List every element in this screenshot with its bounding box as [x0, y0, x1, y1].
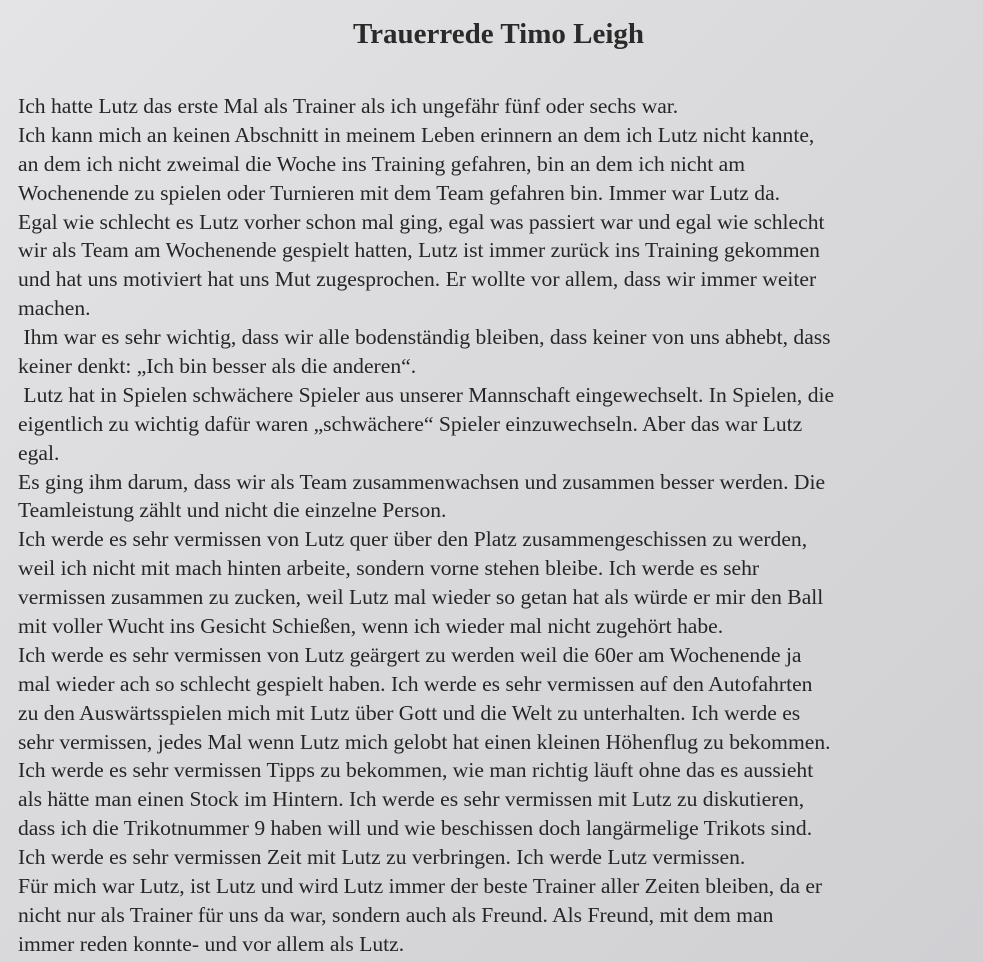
document-title: Trauerrede Timo Leigh	[352, 18, 645, 50]
document-body	[18, 92, 971, 959]
text-line: Es ging ihm darum, dass wir als Team zusammenwachsen und zusammen besser werden. Die	[18, 469, 826, 494]
text-line: machen.	[18, 296, 91, 321]
text-line: zu den Auswärtsspielen mich mit Lutz über Gott und die Welt zu unterhalten. Ich werde es	[18, 700, 801, 725]
text-line: vermissen zusammen zu zucken, weil Lutz mal wieder so getan hat als würde er mir den Ball	[18, 585, 824, 610]
text-line: Ich werde es sehr vermissen von Lutz quer über den Platz zusammengeschissen zu werden,	[18, 527, 808, 552]
text-line: egal.	[18, 440, 60, 465]
text-line: nicht nur als Trainer für uns da war, sondern auch als Freund. Als Freund, mit dem man	[18, 902, 774, 927]
text-line: Ich kann mich an keinen Abschnitt in meinem Leben erinnern an dem ich Lutz nicht kannte,	[18, 122, 815, 147]
text-line: mal wieder ach so schlecht gespielt haben. Ich werde es sehr vermissen auf den Autofahrten	[18, 671, 813, 696]
text-line: wir als Team am Wochenende gespielt hatten, Lutz ist immer zurück ins Training gekommen	[18, 238, 820, 263]
text-line: keiner denkt: „Ich bin besser als die anderen“.	[18, 354, 417, 379]
text-line: Für mich war Lutz, ist Lutz und wird Lutz immer der beste Trainer aller Zeiten bleiben, da er	[18, 874, 823, 899]
text-line: Teamleistung zählt und nicht die einzelne Person.	[18, 498, 447, 523]
text-line: an dem ich nicht zweimal die Woche ins Training gefahren, bin an dem ich nicht am	[18, 151, 746, 176]
text-line: Egal wie schlecht es Lutz vorher schon mal ging, egal was passiert war und egal wie schlecht	[18, 209, 825, 234]
text-line: und hat uns motiviert hat uns Mut zugesprochen. Er wollte vor allem, dass wir immer weiter	[18, 267, 817, 292]
text-line: Ich werde es sehr vermissen Zeit mit Lutz zu verbringen. Ich werde Lutz vermissen.	[18, 845, 746, 870]
text-line: weil ich nicht mit mach hinten arbeite, sondern vorne stehen bleibe. Ich werde es sehr	[18, 556, 760, 581]
text-line: Lutz hat in Spielen schwächere Spieler aus unserer Mannschaft eingewechselt. In Spielen, die	[18, 382, 835, 407]
text-line: Wochenende zu spielen oder Turnieren mit dem Team gefahren bin. Immer war Lutz da.	[18, 180, 781, 205]
text-line: mit voller Wucht ins Gesicht Schießen, wenn ich wieder mal nicht zugehört habe.	[18, 614, 724, 639]
text-line: eigentlich zu wichtig dafür waren „schwächere“ Spieler einzuwechseln. Aber das war Lutz	[18, 411, 803, 436]
text-line: Ich hatte Lutz das erste Mal als Trainer als ich ungefähr fünf oder sechs war.	[18, 94, 679, 118]
text-line: Ich werde es sehr vermissen Tipps zu bekommen, wie man richtig läuft ohne das es aussieht	[18, 758, 814, 783]
text-line: sehr vermissen, jedes Mal wenn Lutz mich gelobt hat einen kleinen Höhenflug zu bekommen.	[18, 729, 831, 754]
text-line: Ich werde es sehr vermissen von Lutz geärgert zu werden weil die 60er am Wochenende ja	[18, 642, 802, 667]
text-line: als hätte man einen Stock im Hintern. Ich werde es sehr vermissen mit Lutz zu diskutieren,	[18, 787, 805, 812]
text-line: Ihm war es sehr wichtig, dass wir alle bodenständig bleiben, dass keiner von uns abhebt, dass	[18, 325, 831, 350]
text-line: immer reden konnte- und vor allem als Lutz.	[18, 931, 405, 956]
text-line: dass ich die Trikotnummer 9 haben will und wie beschissen doch langärmelige Trikots sind.	[18, 816, 813, 841]
